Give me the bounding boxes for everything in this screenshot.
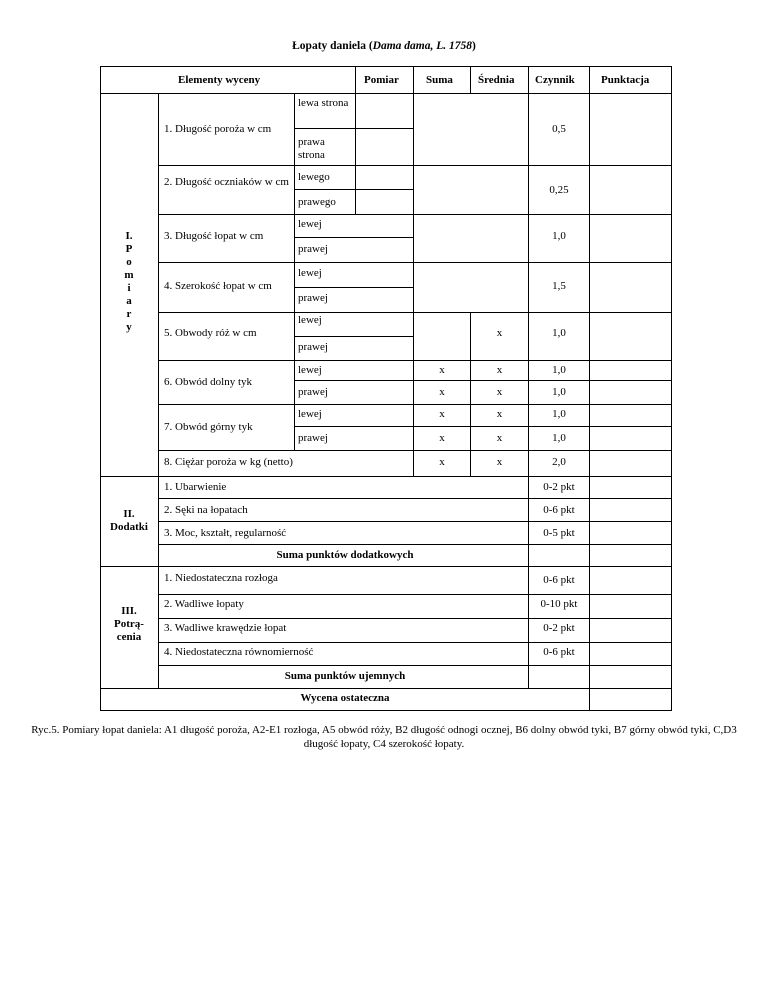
side-label: lewa strona: [298, 97, 349, 109]
side-label: prawego: [298, 196, 336, 208]
factor-value: 1,0: [552, 327, 566, 339]
section-1-label: I. P o m i a r y: [124, 230, 134, 333]
sum-value: x: [439, 408, 445, 420]
penalty-sum-label: Suma punktów ujemnych: [284, 670, 406, 682]
side-label: prawa strona: [298, 136, 325, 161]
header-elements: Elementy wyceny: [178, 74, 261, 86]
header-score: Punktacja: [601, 74, 650, 86]
header-measure: Pomiar: [364, 74, 399, 86]
bonus-row-value: 0-5 pkt: [543, 527, 575, 539]
side-label: lewej: [298, 267, 322, 279]
penalty-row-label: 2. Wadliwe łopaty: [164, 598, 244, 610]
penalty-row-label: 4. Niedostateczna równomierność: [164, 646, 314, 658]
item-label: 5. Obwody róż w cm: [164, 327, 257, 339]
side-label: prawej: [298, 432, 328, 444]
final-valuation-label: Wycena ostateczna: [300, 692, 390, 704]
item-label: 2. Długość oczniaków w cm: [164, 176, 289, 188]
bonus-sum-label: Suma punktów dodatkowych: [276, 549, 414, 561]
factor-value: 1,0: [552, 230, 566, 242]
penalty-row-value: 0-6 pkt: [543, 646, 575, 658]
side-label: prawej: [298, 292, 328, 304]
mean-value: x: [496, 327, 503, 339]
sum-value: x: [439, 364, 445, 376]
penalty-row-value: 0-10 pkt: [540, 598, 578, 610]
section-3-label: III. Potrą- cenia: [114, 605, 144, 643]
header-sum: Suma: [426, 74, 453, 86]
factor-value: 1,0: [552, 408, 566, 420]
mean-value: x: [496, 456, 503, 468]
header-mean: Średnia: [478, 74, 515, 86]
side-label: lewej: [298, 364, 322, 376]
mean-value: x: [496, 432, 503, 444]
penalty-row-label: 1. Niedostateczna rozłoga: [164, 572, 278, 584]
mean-value: x: [496, 408, 503, 420]
item-label: 6. Obwód dolny tyk: [164, 376, 252, 388]
side-label: prawej: [298, 341, 328, 353]
factor-value: 1,0: [552, 364, 566, 376]
header-factor: Czynnik: [535, 74, 575, 86]
item-label: 3. Długość łopat w cm: [164, 230, 264, 242]
penalty-row-value: 0-6 pkt: [543, 574, 575, 586]
factor-value: 0,5: [552, 123, 566, 135]
penalty-row-label: 3. Wadliwe krawędzie łopat: [164, 622, 287, 634]
factor-value: 2,0: [552, 456, 566, 468]
side-label: prawej: [298, 243, 328, 255]
sum-value: x: [439, 386, 445, 398]
side-label: lewej: [298, 314, 322, 326]
mean-value: x: [496, 386, 503, 398]
bonus-row-label: 2. Sęki na łopatach: [164, 504, 248, 516]
side-label: lewego: [298, 171, 330, 183]
factor-value: 1,0: [552, 386, 566, 398]
section-2-label: II. Dodatki: [110, 508, 148, 533]
item-label: 7. Obwód górny tyk: [164, 421, 253, 433]
bonus-row-label: 3. Moc, kształt, regularność: [164, 527, 287, 539]
item-label: 8. Ciężar poroża w kg (netto): [164, 456, 293, 468]
sum-value: x: [439, 456, 445, 468]
penalty-row-value: 0-2 pkt: [543, 622, 575, 634]
factor-value: 0,25: [549, 184, 569, 196]
bonus-row-label: 1. Ubarwienie: [164, 481, 227, 493]
mean-value: x: [496, 364, 503, 376]
bonus-row-value: 0-6 pkt: [543, 504, 575, 516]
side-label: prawej: [298, 386, 328, 398]
sum-value: x: [439, 432, 445, 444]
side-label: lewej: [298, 218, 322, 230]
item-label: 4. Szerokość łopat w cm: [164, 280, 272, 292]
figure-caption: Ryc.5. Pomiary łopat daniela: A1 długość poroża, A2-E1 rozłoga, A5 obwód róży, B2 długość odnogi ocznej, B6 dolny obwód tyki, B7 górny obwód tyki, C,D3 długość łopaty, C4 szerokość łopaty.: [31, 724, 737, 750]
side-label: lewej: [298, 408, 322, 420]
factor-value: 1,0: [552, 432, 566, 444]
species-name: Dama dama, L. 1758: [372, 40, 473, 52]
factor-value: 1,5: [552, 280, 566, 292]
item-label: 1. Długość poroża w cm: [164, 123, 272, 135]
bonus-row-value: 0-2 pkt: [543, 481, 575, 493]
document-title: Łopaty daniela (Dama dama, L. 1758): [292, 40, 476, 52]
